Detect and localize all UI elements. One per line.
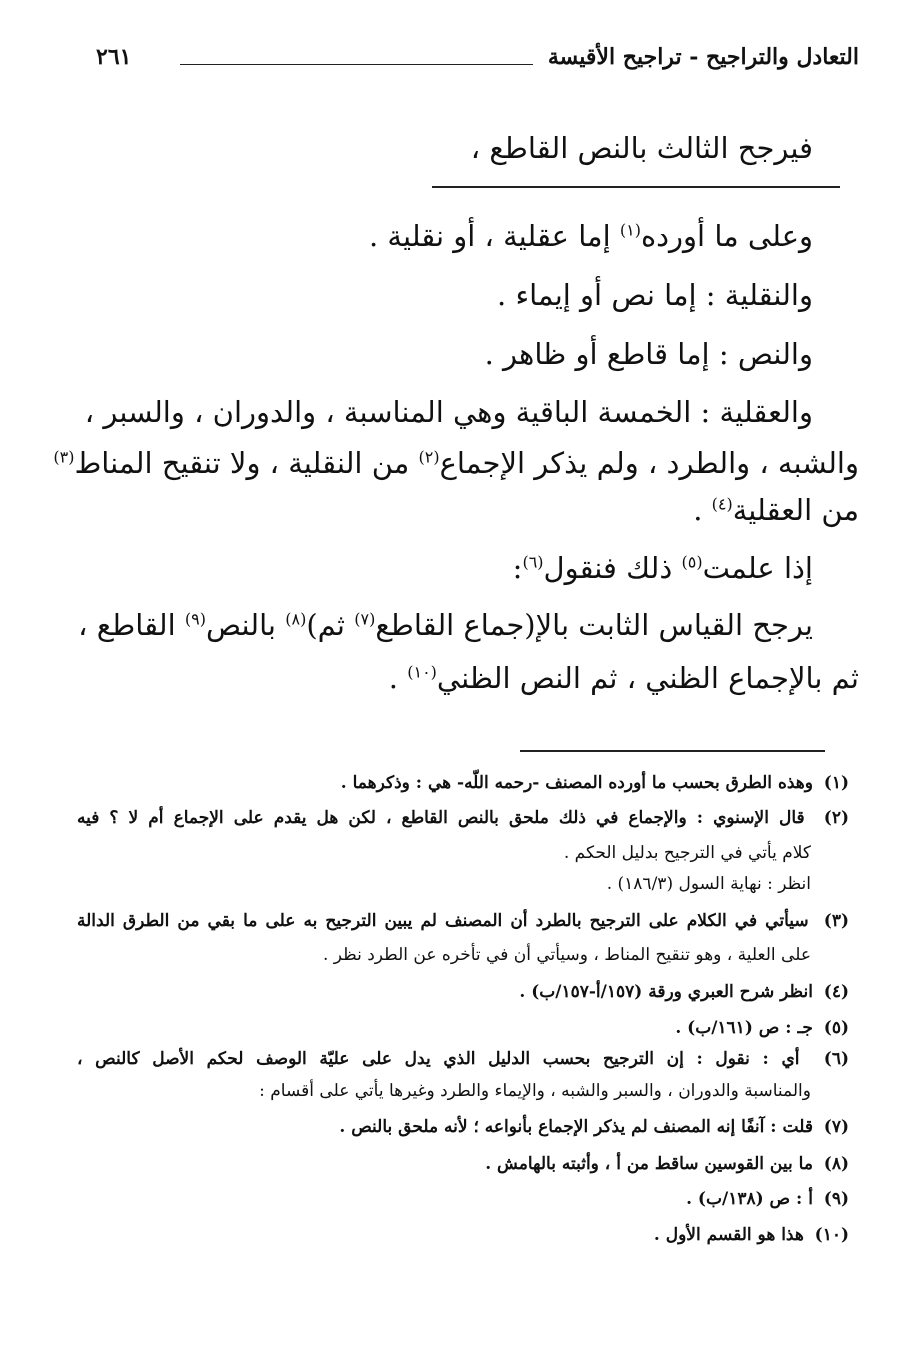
footnote-number: (٦) bbox=[823, 1049, 849, 1069]
page-number: ٢٦١ bbox=[96, 44, 132, 70]
body-line-0: فيرجح الثالث بالنص القاطع ، bbox=[470, 131, 813, 165]
body-line-3: والنص : إما قاطع أو ظاهر . bbox=[484, 337, 813, 371]
footnote-8 bbox=[485, 1151, 849, 1177]
header-rule bbox=[180, 64, 533, 65]
footnote-text: قال الإسنوي : والإجماع في ذلك ملحق بالنص القاطع ، لكن هل يقدم على الإجماع أم لا ؟ فيه bbox=[77, 808, 805, 828]
body-line-1 bbox=[369, 216, 813, 256]
footnote-marker: (١٠) bbox=[407, 662, 437, 682]
body-line-2: والنقلية : إما نص أو إيماء . bbox=[497, 278, 813, 312]
body-line-6 bbox=[693, 490, 859, 530]
footnote-4 bbox=[519, 979, 849, 1005]
footnote-5 bbox=[675, 1015, 849, 1041]
footnote-text: جـ : ص (١٦١/ب) . bbox=[675, 1018, 813, 1038]
text-run: . bbox=[388, 661, 408, 695]
text-run: وعلى ما أورده bbox=[640, 219, 813, 253]
footnote-6 bbox=[77, 1046, 849, 1072]
footnote-3 bbox=[77, 908, 849, 934]
footnote-number: (١) bbox=[823, 773, 849, 793]
text-run: من العقلية bbox=[732, 493, 859, 527]
footnote-6-line-2: والمناسبة والدوران ، والسبر والشبه ، والإيماء والطرد وغيرها يأتي على أقسام : bbox=[259, 1081, 811, 1101]
text-run: من النقلية ، ولا تنقيح المناط bbox=[74, 446, 419, 480]
running-header-title: التعادل والتراجيح - تراجيح الأقيسة bbox=[547, 44, 859, 70]
footnote-number: (٣) bbox=[823, 911, 849, 931]
body-line-5 bbox=[53, 443, 859, 483]
footnote-number: (١٠) bbox=[814, 1225, 849, 1245]
body-line-9 bbox=[389, 658, 859, 698]
footnote-text: هذا هو القسم الأول . bbox=[653, 1225, 804, 1245]
footnote-text: ما بين القوسين ساقط من أ ، وأثبته بالهامش . bbox=[485, 1154, 813, 1174]
footnote-7 bbox=[339, 1114, 849, 1140]
text-run: إذا علمت bbox=[702, 551, 813, 585]
footnote-marker: (٨) bbox=[285, 609, 307, 629]
text-run: : bbox=[512, 551, 523, 585]
footnote-2 bbox=[77, 805, 849, 831]
footnote-marker: (٢) bbox=[418, 447, 440, 467]
footnote-text: أ : ص (١٣٨/ب) . bbox=[686, 1189, 813, 1209]
text-run: . bbox=[693, 493, 712, 527]
body-line-8 bbox=[78, 605, 813, 645]
footnote-text: أي : نقول : إن الترجيح بحسب الدليل الذي يدل على عليّة الوصف لحكم الأصل كالنص ، bbox=[77, 1049, 800, 1069]
footnote-2-line-3: انظر : نهاية السول (١٨٦/٣) . bbox=[606, 874, 811, 894]
text-run: بالنص bbox=[205, 608, 286, 642]
footnote-1 bbox=[341, 770, 849, 796]
text-run: والشبه ، والطرد ، ولم يذكر الإجماع bbox=[439, 446, 859, 480]
footnote-text: انظر شرح العبري ورقة (١٥٧/أ-١٥٧/ب) . bbox=[519, 982, 813, 1002]
body-line-7 bbox=[513, 548, 813, 588]
footnote-2-line-2: كلام يأتي في الترجيح بدليل الحكم . bbox=[563, 843, 811, 863]
text-run: ذلك فنقول bbox=[543, 551, 682, 585]
text-run: ثم بالإجماع الظني ، ثم النص الظني bbox=[436, 661, 859, 695]
footnote-rule bbox=[520, 750, 825, 752]
footnote-number: (٧) bbox=[823, 1117, 849, 1137]
text-run: القاطع ، bbox=[78, 608, 185, 642]
footnote-text: وهذه الطرق بحسب ما أورده المصنف -رحمه اللّه- هي : وذكرهما . bbox=[340, 773, 813, 793]
footnote-marker: (١) bbox=[619, 220, 641, 240]
footnote-marker: (٣) bbox=[53, 447, 75, 467]
text-run: ثم) bbox=[306, 608, 355, 642]
footnote-marker: (٧) bbox=[354, 609, 376, 629]
footnote-marker: (٩) bbox=[184, 609, 206, 629]
footnote-marker: (٤) bbox=[711, 494, 733, 514]
footnote-marker: (٦) bbox=[522, 552, 544, 572]
footnote-marker: (٥) bbox=[681, 552, 703, 572]
footnote-number: (٤) bbox=[823, 982, 849, 1002]
footnote-text: سيأتي في الكلام على الترجيح بالطرد أن المصنف لم يبين الترجيح به على ما بقي من الطرق الدالة bbox=[77, 911, 809, 931]
text-run: يرجح القياس الثابت بالإ(جماع القاطع bbox=[375, 608, 813, 642]
footnote-3-line-2: على العلية ، وهو تنقيح المناط ، وسيأتي أن في تأخره عن الطرد نظر . bbox=[322, 945, 811, 965]
footnote-number: (٥) bbox=[823, 1018, 849, 1038]
text-run: إما عقلية ، أو نقلية . bbox=[368, 219, 620, 253]
footnote-10 bbox=[654, 1222, 849, 1248]
footnote-9 bbox=[686, 1186, 849, 1212]
footnote-number: (٩) bbox=[823, 1189, 849, 1209]
footnote-text: قلت : آنفًا إنه المصنف لم يذكر الإجماع بأنواعه ؛ لأنه ملحق بالنص . bbox=[339, 1117, 813, 1137]
footnote-number: (٢) bbox=[823, 808, 850, 828]
section-rule bbox=[432, 186, 840, 188]
body-line-4: والعقلية : الخمسة الباقية وهي المناسبة ، والدوران ، والسبر ، bbox=[84, 395, 813, 429]
footnote-number: (٨) bbox=[823, 1154, 849, 1174]
